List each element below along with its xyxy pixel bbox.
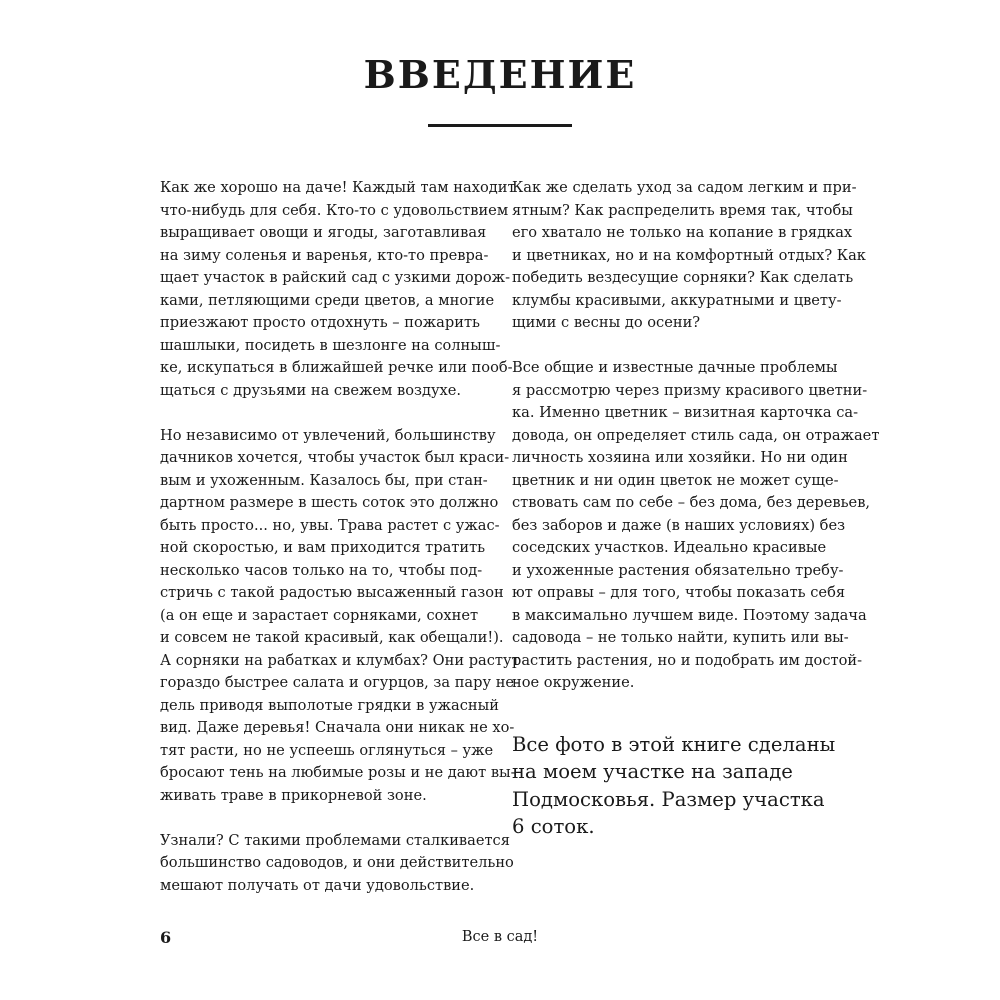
left-text-column (160, 177, 520, 920)
page-title: ВВЕДЕНИЕ (363, 52, 637, 97)
body-paragraph: Как же сделать уход за садом легким и при- ятным? Как распределить время так, чтобы его хватало не только на копание в грядках и цветниках, но и на комфортный отдых? Как победить вездесущие сорняки? Как сделать клумбы красивыми, аккуратными и цвету- щими с весны до осени? (512, 179, 866, 331)
right-text-column (512, 177, 880, 841)
body-paragraph: Как же хорошо на даче! Каждый там находит что-нибудь для себя. Кто-то с удовольствием выращивает овощи и ягоды, заготавливая на зиму соленья и варенья, кто-то превра- щает участок в райский сад с узкими дорож- ками, петляющими среди цветов, а многие приезжают просто отдохнуть – пожарить шашлыки, посидеть в шезлонге на солныш- ке, искупаться в ближайшей речке или пооб- щаться с друзьями на свежем воздухе. (160, 179, 516, 399)
title-underline-divider (428, 124, 572, 127)
body-paragraph: Но независимо от увлечений, большинству дачников хочется, чтобы участок был краси- вым и ухоженным. Казалось бы, при стан- дартном размере в шесть соток это должно быть просто... но, увы. Трава растет с ужас- ной скоростью, и вам приходится тратить несколько часов только на то, чтобы под- стричь с такой радостью высаженный газон (а он еще и зарастает сорняками, сохнет и совсем не такой красивый, как обещали!). А сорняки на рабатках и клумбах? Они растут гораздо быстрее салата и огурцов, за пару не- дель приводя выполотые грядки в ужасный вид. Даже деревья! Сначала они никак не хо- тят расти, но не успеешь оглянуться – уже бросают тень на любимые розы и не дают вы- живать траве в прикорневой зоне. (160, 426, 520, 804)
running-footer-book-title: Все в сад! (461, 929, 539, 945)
body-paragraph: Все общие и известные дачные проблемы я рассмотрю через призму красивого цветни- ка. Именно цветник – визитная карточка са- довода, он определяет стиль сада, он отражает личность хозяина или хозяйки. Но ни один цветник и ни один цветок не может суще- ствовать сам по себе – без дома, без деревьев, без заборов и даже (в наших условиях) без соседских участков. Идеально красивые и ухоженные растения обязательно требу- ют оправы – для того, чтобы показать себя в максимально лучшем виде. Поэтому задача садовода – не только найти, купить или вы- растить растения, но и подобрать им достой- ное окружение. (512, 359, 880, 691)
page-number: 6 (160, 928, 172, 947)
photo-note-callout: Все фото в этой книге сделаны на моем участке на западе Подмосковья. Размер участка 6 соток. (512, 732, 836, 838)
body-paragraph: Узнали? С такими проблемами сталкивается большинство садоводов, и они действительно мешают получать от дачи удовольствие. (160, 831, 514, 894)
